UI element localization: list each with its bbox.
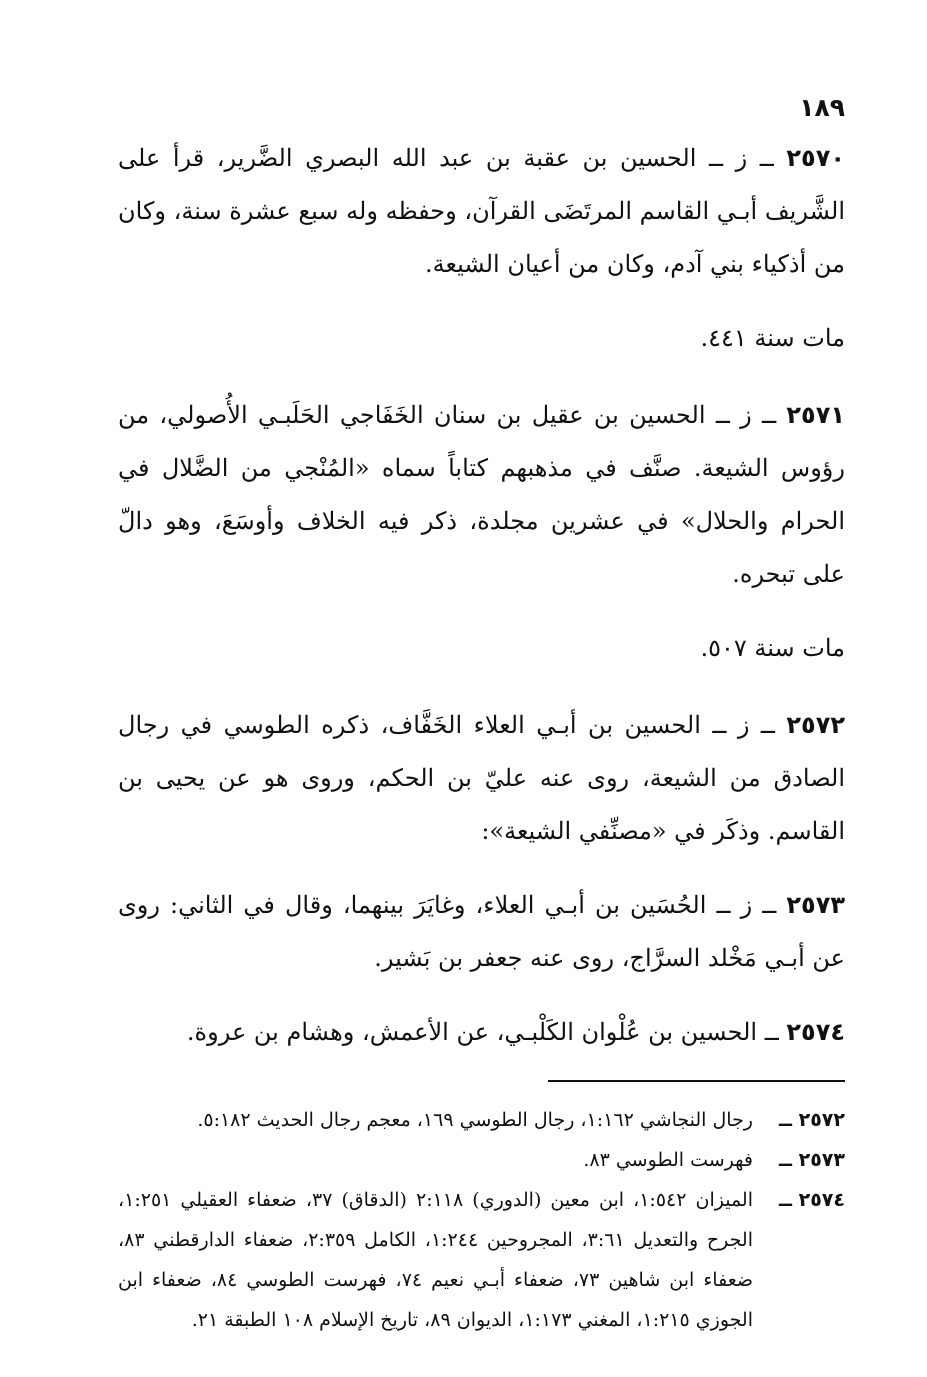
footnote xyxy=(118,1180,845,1340)
main-text xyxy=(118,132,845,1059)
footnote xyxy=(118,1100,845,1140)
entry-paragraph xyxy=(118,879,845,985)
entry xyxy=(118,699,845,858)
entry xyxy=(118,1006,845,1059)
entry-text: ــ ز ــ الحُسَين بن أبـي العلاء، وغايَرَ بينهما، وقال في الثاني: روى عن أبـي مَخْلد السرَّاج، روى عنه جعفر بن بَشير. xyxy=(118,891,845,972)
footnote xyxy=(118,1140,845,1180)
entry-number: ٢٥٧٢ xyxy=(786,711,845,739)
entry xyxy=(118,389,845,601)
footnote-divider xyxy=(548,1080,845,1082)
footnote-text: رجال النجاشي ١:١٦٢، رجال الطوسي ١٦٩، معجم رجال الحديث ٥:١٨٢. xyxy=(197,1109,753,1131)
entry-text: ــ ز ــ الحسين بن عقبة بن عبد الله البصري الضَّرير، قرأ على الشَّريف أبـي القاسم المرتَضَى القرآن، وحفظه وله سبع عشرة سنة، وكان من أذكياء بني آدم، وكان من أعيان الشيعة. xyxy=(118,144,845,278)
footnote-label: ٢٥٧٣ ــ xyxy=(779,1149,845,1171)
entry-text: ــ ز ــ الحسين بن عقيل بن سنان الخَفَاجي الحَلَبـي الأُصولي، من رؤوس الشيعة. صنَّف في مذهبهم كتاباً سماه «المُنْجي من الضَّلال في الحرام والحلال» في عشرين مجلدة، ذكر فيه الخلاف وأوسَعَ، وهو دالّ على تبحره. xyxy=(118,401,845,588)
death-note: مات سنة ٥٠٧. xyxy=(700,634,845,662)
entry-text: ــ الحسين بن عُلْوان الكَلْبـي، عن الأعمش، وهشام بن عروة. xyxy=(186,1018,787,1046)
entry xyxy=(118,132,845,291)
death-note: مات سنة ٤٤١. xyxy=(700,324,845,352)
entry-paragraph xyxy=(118,389,845,601)
entry-number: ٢٥٧٠ xyxy=(786,144,845,172)
footnotes xyxy=(118,1100,845,1340)
entry-number: ٢٥٧٤ xyxy=(786,1018,845,1046)
footnote-label: ٢٥٧٢ ــ xyxy=(779,1109,845,1131)
footnote-label: ٢٥٧٤ ــ xyxy=(779,1189,845,1211)
footnote-text: فهرست الطوسي ٨٣. xyxy=(583,1149,753,1171)
footnote-text: الميزان ١:٥٤٢، ابن معين (الدوري) ٢:١١٨ (الدقاق) ٣٧، ضعفاء العقيلي ١:٢٥١، الجرح والتعديل ٣:٦١، المجروحين ١:٢٤٤، الكامل ٢:٣٥٩، ضعفاء الدارقطني ٨٣، ضعفاء ابن شاهين ٧٣، ضعفاء أبـي نعيم ٧٤، فهرست الطوسي ٨٤، ضعفاء ابن الجوزي ١:٢١٥، المغني ١:١٧٣، الديوان ٨٩، تاريخ الإسلام ١٠٨ الطبقة ٢١. xyxy=(118,1189,754,1331)
entry-paragraph xyxy=(118,1006,845,1059)
entry-number: ٢٥٧٣ xyxy=(786,891,845,919)
entry-text: ــ ز ــ الحسين بن أبـي العلاء الخَفَّاف، ذكره الطوسي في رجال الصادق من الشيعة، روى عنه عليّ بن الحكم، وروى هو عن يحيى بن القاسم. وذكَر في «مصنِّفي الشيعة»: xyxy=(118,711,845,845)
entry-paragraph xyxy=(118,132,845,291)
entry-paragraph xyxy=(118,699,845,858)
page-number: ١٨٩ xyxy=(799,93,845,122)
entry xyxy=(118,879,845,985)
entry-number: ٢٥٧١ xyxy=(786,401,845,429)
